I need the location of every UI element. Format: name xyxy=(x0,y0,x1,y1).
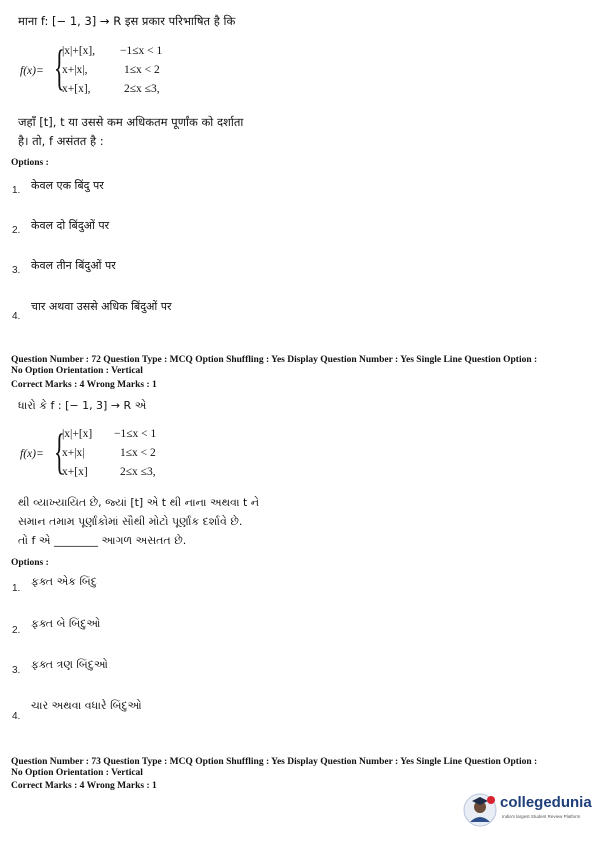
q72-para-line3: તો f એ ________ આગળ અસતત છે. xyxy=(18,534,187,547)
q71-option-2-text: केवल दो बिंदुओं पर xyxy=(31,219,110,232)
q71-option-1[interactable] xyxy=(31,178,104,193)
q71-case1-cond: −1≤x < 1 xyxy=(120,45,163,57)
q72-case1-expr: |x|+[x] xyxy=(62,428,93,440)
q72-case2-cond: 1≤x < 2 xyxy=(120,447,156,459)
q71-case3-cond: 2≤x ≤3, xyxy=(124,83,160,95)
q72-fx-label: f(x)= xyxy=(20,448,44,460)
q72-piecewise-function xyxy=(18,424,218,484)
q72-case2-expr: x+|x| xyxy=(62,447,85,459)
q72-case3-expr: x+[x] xyxy=(62,466,88,478)
q73-marks: Correct Marks : 4 Wrong Marks : 1 xyxy=(11,781,157,791)
q71-option-3[interactable] xyxy=(31,258,116,273)
q72-case1-cond: −1≤x < 1 xyxy=(114,428,157,440)
student-avatar-icon xyxy=(462,792,498,828)
q72-option-4[interactable] xyxy=(31,699,142,713)
q72-option-3[interactable] xyxy=(31,658,108,672)
q71-option-3-text: केवल तीन बिंदुओं पर xyxy=(31,259,116,272)
q72-options-heading: Options : xyxy=(11,558,49,568)
collegedunia-logo[interactable] xyxy=(462,790,592,832)
q71-option-4[interactable] xyxy=(31,299,172,314)
q72-option-4-number: 4. xyxy=(12,711,21,722)
q71-case1-expr: |x|+[x], xyxy=(62,45,96,57)
q71-case2-expr: x+|x|, xyxy=(62,64,88,76)
q71-option-1-number: 1. xyxy=(12,185,21,196)
logo-tagline: India's largest Student Review Platform xyxy=(502,814,581,819)
q72-option-3-number: 3. xyxy=(12,665,21,676)
q72-option-1[interactable] xyxy=(31,575,97,589)
q71-fx-label: f(x)= xyxy=(20,65,44,77)
q72-option-2[interactable] xyxy=(31,617,100,631)
q71-option-4-text: चार अथवा उससे अधिक बिंदुओं पर xyxy=(31,300,172,313)
q71-brace: { xyxy=(54,39,65,95)
q72-meta-line1: Question Number : 72 Question Type : MCQ Option Shuffling : Yes Display Question Number : Yes Single Line Question Option : xyxy=(11,355,538,365)
q71-case3-expr: x+[x], xyxy=(62,83,91,95)
q72-option-2-number: 2. xyxy=(12,625,21,636)
q72-para-line2: સમાન તમામ પૂર્ણાંકોમાં સૌથી મોટો પૂર્ણાંક દર્શાવે છે. xyxy=(18,515,243,528)
q71-option-2[interactable] xyxy=(31,218,109,233)
q72-brace: { xyxy=(54,423,65,479)
q73-meta-line2: No Option Orientation : Vertical xyxy=(11,768,143,778)
q72-option-2-text: ફક્ત બે બિંદુઓ xyxy=(31,617,101,630)
q72-option-4-text: ચાર અથવા વધારે બિંદુઓ xyxy=(31,699,142,712)
q71-option-3-number: 3. xyxy=(12,265,21,276)
q72-marks: Correct Marks : 4 Wrong Marks : 1 xyxy=(11,380,157,390)
q71-options-heading: Options : xyxy=(11,158,49,168)
q71-case2-cond: 1≤x < 2 xyxy=(124,64,160,76)
q72-option-1-number: 1. xyxy=(12,583,21,594)
q71-para-line2: है। तो, f असंतत है : xyxy=(18,134,104,148)
q71-option-2-number: 2. xyxy=(12,225,21,236)
q72-option-3-text: ફક્ત ત્રણ બિંદુઓ xyxy=(31,658,108,671)
q72-case3-cond: 2≤x ≤3, xyxy=(120,466,156,478)
q72-intro: ધારો કે f : [− 1, 3] → R એ xyxy=(18,399,147,412)
q71-piecewise-function xyxy=(18,40,218,100)
q72-para-line1: થી વ્યાખ્યાયિત છે, જ્યાં [t] એ t થી નાના અથવા t ને xyxy=(18,496,260,509)
q71-option-1-text: केवल एक बिंदु पर xyxy=(31,179,104,192)
q71-para-line1: जहाँ [t], t या उससे कम अधिकतम पूर्णांक को दर्शाता xyxy=(18,115,244,129)
q71-option-4-number: 4. xyxy=(12,311,21,322)
q71-intro: माना f: [− 1, 3] → R इस प्रकार परिभाषित है कि xyxy=(18,14,236,28)
logo-wordmark: collegedunia xyxy=(500,794,592,811)
q72-option-1-text: ફક્ત એક બિંદુ xyxy=(31,575,97,588)
q73-meta-line1: Question Number : 73 Question Type : MCQ Option Shuffling : Yes Display Question Number : Yes Single Line Question Option : xyxy=(11,757,538,767)
q72-meta-line2: No Option Orientation : Vertical xyxy=(11,366,143,376)
